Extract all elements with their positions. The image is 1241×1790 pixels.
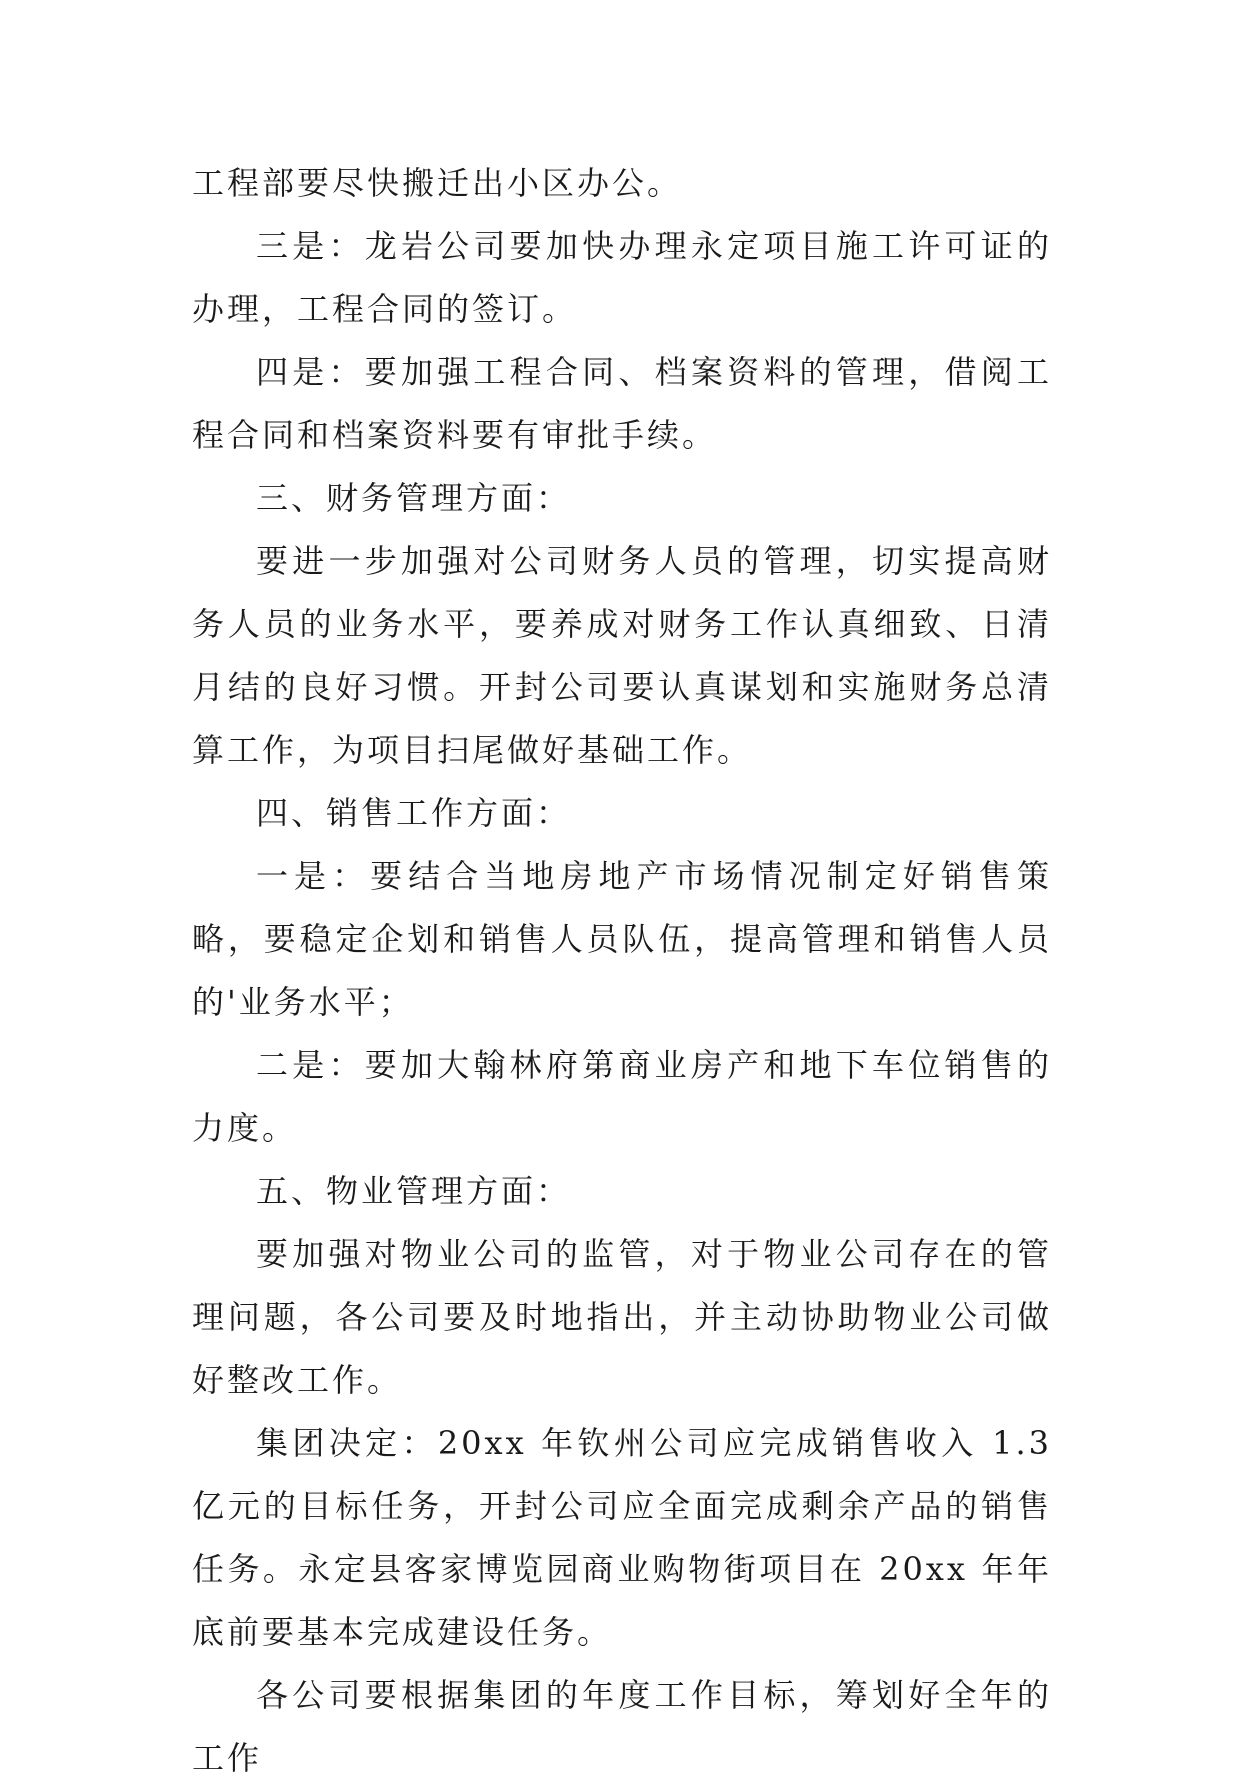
section-heading-sales: 四、销售工作方面： (256, 794, 572, 832)
paragraph-property: 要加强对物业公司的监管，对于物业公司存在的管理问题，各公司要及时地指出，并主动协助物业公司做好整改工作。 (192, 1235, 1052, 1399)
paragraph-sales-item-two: 二是：要加大翰林府第商业房产和地下车位销售的力度。 (192, 1046, 1052, 1147)
paragraph-item-three-construction-permit: 三是：龙岩公司要加快办理永定项目施工许可证的办理，工程合同的签订。 (192, 227, 1052, 328)
paragraph-sales-item-one: 一是：要结合当地房地产市场情况制定好销售策略，要稳定企划和销售人员队伍，提高管理和销售人员的'业务水平； (192, 857, 1052, 1021)
section-heading-finance: 三、财务管理方面： (256, 479, 572, 517)
document-body (192, 152, 1052, 1790)
paragraph-continuation: 工程部要尽快搬迁出小区办公。 (192, 164, 683, 202)
paragraph-annual-goals: 各公司要根据集团的年度工作目标，筹划好全年的工作 (192, 1676, 1052, 1777)
paragraph-finance: 要进一步加强对公司财务人员的管理，切实提高财务人员的业务水平，要养成对财务工作认真细致、日清月结的良好习惯。开封公司要认真谋划和实施财务总清算工作，为项目扫尾做好基础工作。 (192, 542, 1052, 769)
paragraph-item-four-contract-archive: 四是：要加强工程合同、档案资料的管理，借阅工程合同和档案资料要有审批手续。 (192, 353, 1052, 454)
section-heading-property: 五、物业管理方面： (256, 1172, 572, 1210)
paragraph-group-decision: 集团决定：20xx 年钦州公司应完成销售收入 1.3 亿元的目标任务，开封公司应全面完成剩余产品的销售任务。永定县客家博览园商业购物街项目在 20xx 年年底前要基本完成建设任务。 (192, 1424, 1052, 1651)
